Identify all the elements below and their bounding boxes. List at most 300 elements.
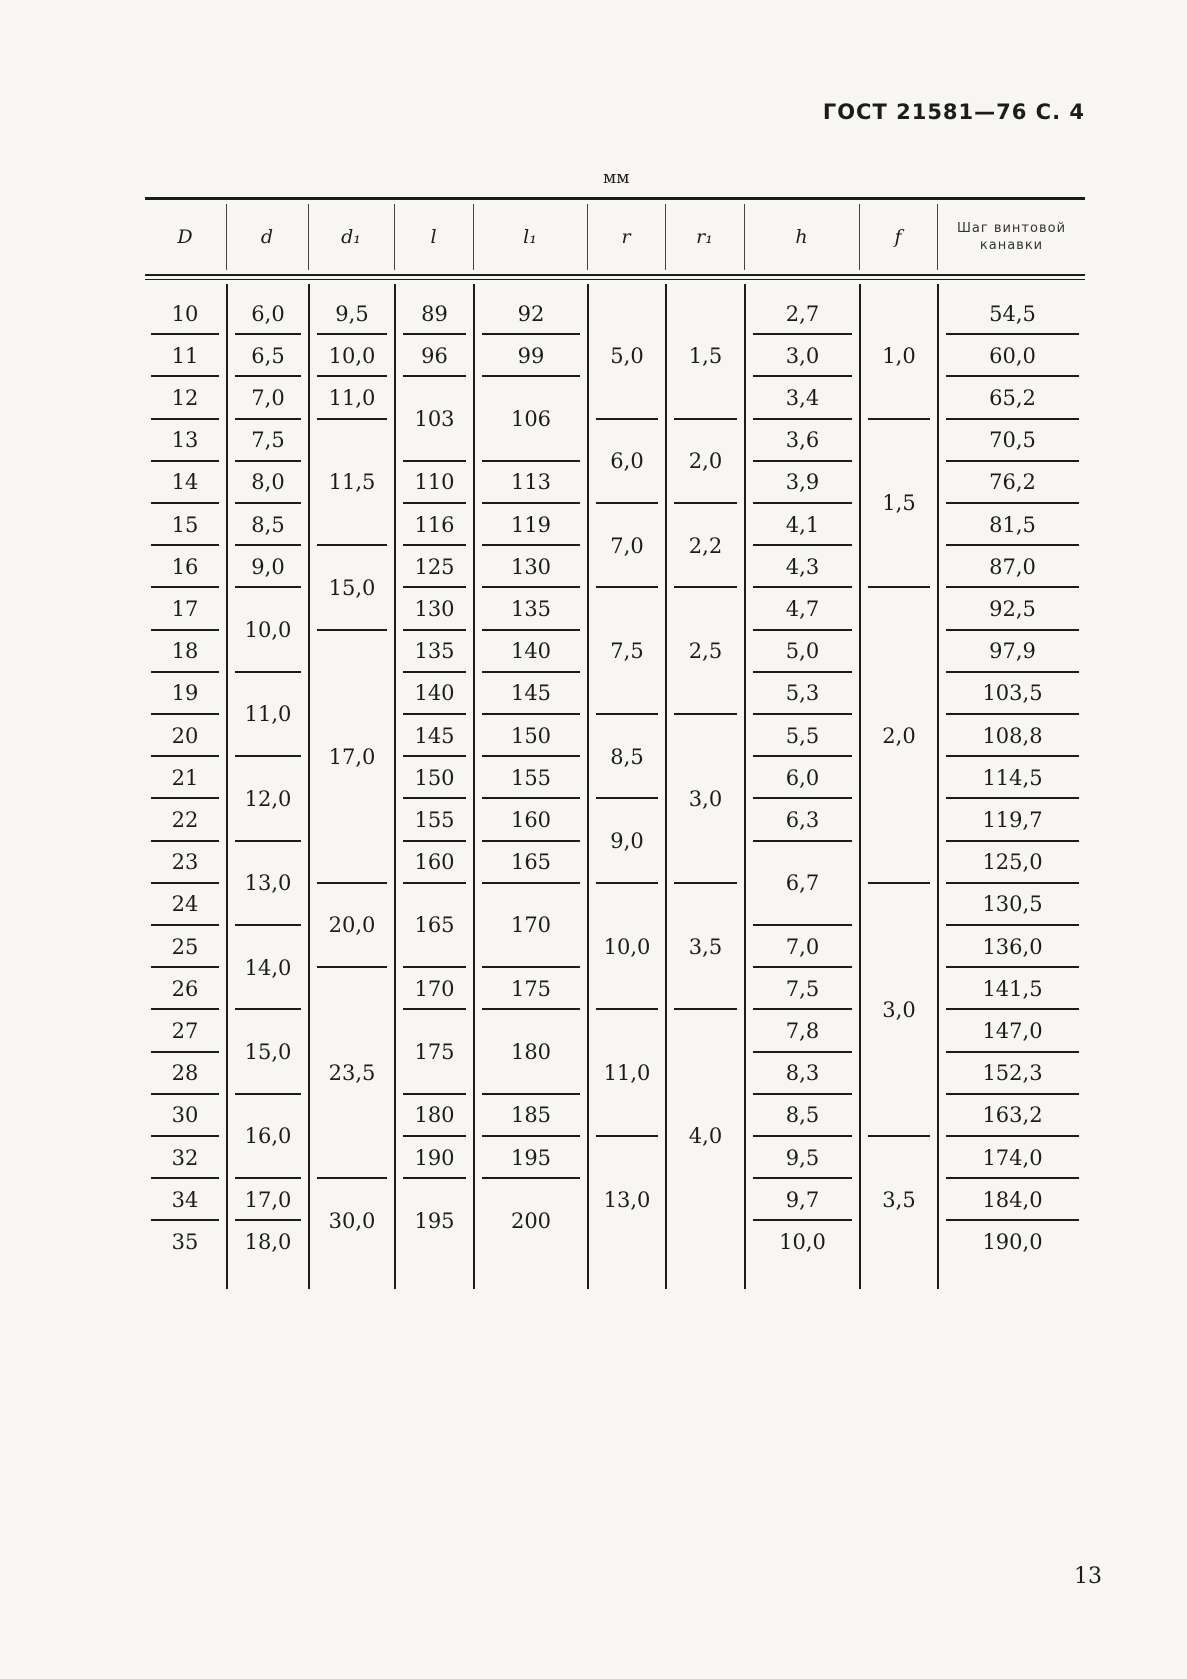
cell-r: 10,0 — [603, 934, 651, 959]
row-rule — [151, 840, 219, 842]
cell-D: 24 — [171, 892, 199, 917]
unit-label: мм — [603, 168, 630, 188]
row-rule — [403, 1177, 466, 1179]
cell-h: 6,0 — [785, 765, 820, 790]
cell-l1: 92 — [517, 301, 545, 326]
row-rule — [946, 418, 1079, 420]
cell-D: 10 — [171, 301, 199, 326]
row-rule — [596, 586, 658, 588]
row-rule — [946, 1135, 1079, 1137]
cell-l: 165 — [414, 913, 455, 938]
row-rule — [317, 418, 387, 420]
row-rule — [317, 1177, 387, 1179]
cell-D: 13 — [171, 428, 199, 453]
cell-l1: 113 — [510, 470, 552, 495]
row-rule — [753, 502, 852, 504]
cell-h: 4,1 — [785, 512, 820, 537]
cell-h: 7,8 — [785, 1018, 820, 1043]
row-rule — [753, 1051, 852, 1053]
row-rule — [151, 1093, 219, 1095]
row-rule — [235, 1219, 301, 1221]
row-rule — [482, 333, 580, 335]
row-rule — [753, 1008, 852, 1010]
row-rule — [753, 840, 852, 842]
column-divider — [859, 284, 861, 1289]
cell-d: 14,0 — [244, 955, 292, 980]
cell-D: 25 — [171, 934, 199, 959]
cell-d: 8,5 — [251, 512, 285, 537]
row-rule — [674, 1008, 737, 1010]
row-rule — [946, 586, 1079, 588]
cell-step: 125,0 — [982, 850, 1043, 875]
row-rule — [482, 671, 580, 673]
row-rule — [482, 544, 580, 546]
row-rule — [235, 1177, 301, 1179]
cell-h: 3,0 — [785, 343, 820, 368]
cell-f: 1,5 — [882, 491, 916, 516]
cell-step: 147,0 — [982, 1018, 1043, 1043]
cell-h: 2,7 — [785, 301, 820, 326]
col-header-l: l — [430, 226, 437, 248]
col-header-r: r — [621, 226, 631, 248]
cell-r: 7,0 — [610, 533, 644, 558]
row-rule — [317, 333, 387, 335]
row-rule — [235, 1008, 301, 1010]
cell-D: 23 — [171, 850, 199, 875]
cell-h: 5,3 — [785, 681, 820, 706]
row-rule — [403, 1135, 466, 1137]
cell-r1: 2,5 — [688, 639, 723, 664]
cell-h: 3,6 — [785, 428, 820, 453]
cell-D: 26 — [171, 976, 199, 1001]
row-rule — [868, 1135, 930, 1137]
row-rule — [482, 502, 580, 504]
row-rule — [235, 375, 301, 377]
column-divider — [587, 284, 589, 1289]
top-rule — [145, 197, 1085, 200]
row-rule — [403, 460, 466, 462]
row-rule — [753, 966, 852, 968]
row-rule — [151, 966, 219, 968]
cell-l: 145 — [414, 723, 455, 748]
header-rule-1 — [145, 274, 1085, 276]
row-rule — [151, 1008, 219, 1010]
header-separator — [744, 204, 745, 270]
row-rule — [482, 797, 580, 799]
row-rule — [235, 544, 301, 546]
cell-f: 3,0 — [882, 997, 916, 1022]
row-rule — [753, 1219, 852, 1221]
cell-h: 8,5 — [785, 1103, 820, 1128]
cell-step: 97,9 — [989, 639, 1036, 664]
cell-r: 5,0 — [610, 343, 644, 368]
cell-h: 4,3 — [785, 554, 820, 579]
row-rule — [151, 586, 219, 588]
row-rule — [403, 544, 466, 546]
cell-l1: 170 — [510, 913, 552, 938]
cell-l1: 165 — [510, 850, 552, 875]
row-rule — [482, 1177, 580, 1179]
cell-l1: 195 — [510, 1145, 552, 1170]
cell-l: 160 — [414, 850, 455, 875]
col-header-d: d — [260, 226, 274, 248]
header-separator — [937, 204, 938, 270]
cell-l1: 106 — [510, 407, 552, 432]
header-rule-2 — [145, 279, 1085, 280]
column-divider — [744, 284, 746, 1289]
cell-step: 92,5 — [989, 596, 1036, 621]
cell-r: 8,5 — [610, 744, 644, 769]
row-rule — [482, 460, 580, 462]
cell-r1: 2,0 — [688, 449, 723, 474]
cell-D: 16 — [171, 554, 199, 579]
row-rule — [946, 840, 1079, 842]
row-rule — [235, 755, 301, 757]
cell-d1: 30,0 — [328, 1208, 376, 1233]
cell-step: 152,3 — [982, 1061, 1043, 1086]
cell-h: 5,5 — [785, 723, 820, 748]
column-divider — [308, 284, 310, 1289]
row-rule — [151, 502, 219, 504]
row-rule — [753, 1135, 852, 1137]
cell-l1: 155 — [510, 765, 552, 790]
row-rule — [403, 1093, 466, 1095]
row-rule — [482, 713, 580, 715]
cell-l1: 180 — [510, 1040, 552, 1065]
cell-l: 190 — [414, 1145, 455, 1170]
cell-d1: 11,5 — [328, 470, 376, 495]
cell-step: 103,5 — [982, 681, 1043, 706]
row-rule — [946, 924, 1079, 926]
cell-r: 13,0 — [603, 1187, 651, 1212]
cell-step: 190,0 — [982, 1229, 1043, 1254]
cell-f: 1,0 — [882, 343, 916, 368]
header-separator — [473, 204, 474, 270]
cell-r1: 1,5 — [688, 343, 723, 368]
row-rule — [235, 924, 301, 926]
row-rule — [151, 418, 219, 420]
cell-h: 9,5 — [785, 1145, 820, 1170]
row-rule — [151, 1177, 219, 1179]
cell-h: 8,3 — [785, 1061, 820, 1086]
row-rule — [151, 924, 219, 926]
row-rule — [946, 1177, 1079, 1179]
row-rule — [753, 755, 852, 757]
cell-l: 150 — [414, 765, 455, 790]
cell-l: 195 — [414, 1208, 455, 1233]
row-rule — [403, 502, 466, 504]
row-rule — [151, 755, 219, 757]
row-rule — [235, 840, 301, 842]
cell-d1: 10,0 — [328, 343, 376, 368]
row-rule — [946, 1093, 1079, 1095]
row-rule — [753, 797, 852, 799]
cell-h: 7,0 — [785, 934, 820, 959]
cell-d1: 17,0 — [328, 744, 376, 769]
cell-r: 6,0 — [610, 449, 644, 474]
row-rule — [482, 1008, 580, 1010]
row-rule — [753, 924, 852, 926]
cell-d: 13,0 — [244, 871, 292, 896]
row-rule — [946, 502, 1079, 504]
cell-step: 136,0 — [982, 934, 1043, 959]
cell-l: 110 — [414, 470, 455, 495]
row-rule — [674, 586, 737, 588]
cell-d: 6,5 — [251, 343, 285, 368]
row-rule — [753, 375, 852, 377]
cell-r1: 3,0 — [688, 786, 723, 811]
row-rule — [317, 629, 387, 631]
row-rule — [151, 1135, 219, 1137]
cell-l: 140 — [414, 681, 455, 706]
cell-l1: 150 — [510, 723, 552, 748]
row-rule — [753, 1093, 852, 1095]
cell-l: 116 — [414, 512, 455, 537]
row-rule — [946, 544, 1079, 546]
cell-l: 125 — [414, 554, 455, 579]
row-rule — [482, 882, 580, 884]
row-rule — [235, 418, 301, 420]
row-rule — [403, 333, 466, 335]
row-rule — [403, 375, 466, 377]
cell-h: 3,9 — [785, 470, 820, 495]
row-rule — [868, 882, 930, 884]
row-rule — [946, 629, 1079, 631]
row-rule — [753, 671, 852, 673]
row-rule — [317, 966, 387, 968]
cell-step: 108,8 — [982, 723, 1043, 748]
col-header-D: D — [177, 226, 193, 248]
cell-D: 35 — [171, 1229, 199, 1254]
cell-d1: 20,0 — [328, 913, 376, 938]
page-number: 13 — [1074, 1564, 1102, 1589]
row-rule — [596, 418, 658, 420]
row-rule — [482, 966, 580, 968]
cell-l1: 119 — [510, 512, 552, 537]
row-rule — [753, 460, 852, 462]
row-rule — [753, 544, 852, 546]
row-rule — [482, 1135, 580, 1137]
cell-l: 155 — [414, 807, 455, 832]
cell-r: 7,5 — [610, 639, 644, 664]
cell-d: 10,0 — [244, 618, 292, 643]
cell-step: 114,5 — [982, 765, 1043, 790]
cell-d: 11,0 — [244, 702, 292, 727]
row-rule — [151, 713, 219, 715]
row-rule — [868, 586, 930, 588]
cell-D: 28 — [171, 1061, 199, 1086]
row-rule — [674, 502, 737, 504]
row-rule — [674, 713, 737, 715]
row-rule — [151, 460, 219, 462]
row-rule — [753, 713, 852, 715]
row-rule — [596, 1135, 658, 1137]
row-rule — [596, 797, 658, 799]
row-rule — [151, 629, 219, 631]
row-rule — [946, 882, 1079, 884]
col-header-r1: r₁ — [696, 226, 713, 248]
cell-d1: 9,5 — [335, 301, 369, 326]
row-rule — [596, 882, 658, 884]
row-rule — [482, 586, 580, 588]
row-rule — [403, 586, 466, 588]
row-rule — [753, 418, 852, 420]
row-rule — [403, 671, 466, 673]
cell-step: 70,5 — [989, 428, 1036, 453]
row-rule — [946, 1219, 1079, 1221]
row-rule — [403, 713, 466, 715]
cell-l: 89 — [421, 301, 448, 326]
cell-D: 17 — [171, 596, 199, 621]
cell-D: 34 — [171, 1187, 199, 1212]
row-rule — [753, 629, 852, 631]
row-rule — [403, 966, 466, 968]
cell-r1: 2,2 — [688, 533, 723, 558]
row-rule — [151, 1219, 219, 1221]
row-rule — [317, 544, 387, 546]
column-divider — [226, 284, 228, 1289]
cell-D: 11 — [171, 343, 199, 368]
row-rule — [946, 713, 1079, 715]
cell-l1: 185 — [510, 1103, 552, 1128]
row-rule — [235, 1093, 301, 1095]
cell-D: 21 — [171, 765, 199, 790]
cell-d: 7,5 — [251, 428, 285, 453]
col-header-f: f — [894, 226, 902, 248]
cell-D: 19 — [171, 681, 199, 706]
cell-h: 10,0 — [779, 1229, 826, 1254]
header-separator — [394, 204, 395, 270]
cell-D: 12 — [171, 385, 199, 410]
cell-l: 170 — [414, 976, 455, 1001]
header-separator — [665, 204, 666, 270]
cell-r1: 3,5 — [688, 934, 723, 959]
cell-l1: 99 — [517, 343, 545, 368]
cell-l: 96 — [421, 343, 448, 368]
row-rule — [482, 840, 580, 842]
cell-step: 174,0 — [982, 1145, 1043, 1170]
cell-r: 11,0 — [603, 1061, 651, 1086]
cell-d: 12,0 — [244, 786, 292, 811]
cell-h: 9,7 — [785, 1187, 820, 1212]
header-separator — [308, 204, 309, 270]
cell-l: 175 — [414, 1040, 455, 1065]
column-divider — [394, 284, 396, 1289]
row-rule — [151, 671, 219, 673]
cell-d1: 11,0 — [328, 385, 376, 410]
cell-l1: 135 — [510, 596, 552, 621]
row-rule — [674, 418, 737, 420]
row-rule — [482, 629, 580, 631]
row-rule — [753, 1177, 852, 1179]
cell-d: 9,0 — [251, 554, 285, 579]
row-rule — [403, 840, 466, 842]
row-rule — [151, 333, 219, 335]
cell-D: 15 — [171, 512, 199, 537]
cell-h: 5,0 — [785, 639, 820, 664]
cell-D: 18 — [171, 639, 199, 664]
cell-D: 27 — [171, 1018, 199, 1043]
row-rule — [753, 333, 852, 335]
row-rule — [403, 797, 466, 799]
cell-step: 119,7 — [982, 807, 1043, 832]
row-rule — [946, 755, 1079, 757]
row-rule — [946, 460, 1079, 462]
row-rule — [403, 1008, 466, 1010]
cell-D: 32 — [171, 1145, 199, 1170]
cell-d: 18,0 — [244, 1229, 292, 1254]
cell-D: 20 — [171, 723, 199, 748]
row-rule — [674, 882, 737, 884]
cell-h: 6,7 — [785, 871, 820, 896]
col-header-l1: l₁ — [523, 226, 537, 248]
row-rule — [946, 671, 1079, 673]
cell-step: 76,2 — [989, 470, 1036, 495]
cell-l: 135 — [414, 639, 455, 664]
cell-d: 16,0 — [244, 1124, 292, 1149]
row-rule — [482, 1093, 580, 1095]
row-rule — [151, 797, 219, 799]
row-rule — [235, 333, 301, 335]
cell-l1: 200 — [510, 1208, 552, 1233]
document-header: ГОСТ 21581—76 С. 4 — [822, 100, 1085, 124]
cell-d1: 23,5 — [328, 1061, 376, 1086]
row-rule — [482, 755, 580, 757]
cell-step: 81,5 — [989, 512, 1036, 537]
cell-d: 8,0 — [251, 470, 285, 495]
cell-d: 15,0 — [244, 1040, 292, 1065]
row-rule — [235, 586, 301, 588]
cell-h: 3,4 — [785, 385, 820, 410]
row-rule — [946, 1008, 1079, 1010]
row-rule — [596, 713, 658, 715]
cell-step: 54,5 — [989, 301, 1036, 326]
cell-l1: 145 — [510, 681, 552, 706]
row-rule — [946, 333, 1079, 335]
header-separator — [859, 204, 860, 270]
col-header-d1: d₁ — [341, 226, 361, 248]
cell-D: 30 — [171, 1103, 199, 1128]
cell-d: 7,0 — [251, 385, 285, 410]
cell-h: 7,5 — [785, 976, 820, 1001]
row-rule — [151, 1051, 219, 1053]
cell-step: 141,5 — [982, 976, 1043, 1001]
cell-step: 184,0 — [982, 1187, 1043, 1212]
cell-D: 22 — [171, 807, 199, 832]
row-rule — [946, 966, 1079, 968]
cell-l: 130 — [414, 596, 455, 621]
cell-l1: 140 — [510, 639, 552, 664]
cell-l: 180 — [414, 1103, 455, 1128]
row-rule — [868, 418, 930, 420]
row-rule — [403, 629, 466, 631]
column-divider — [937, 284, 939, 1289]
row-rule — [403, 882, 466, 884]
row-rule — [235, 502, 301, 504]
cell-step: 60,0 — [989, 343, 1036, 368]
cell-l1: 160 — [510, 807, 552, 832]
cell-f: 2,0 — [882, 723, 916, 748]
cell-d1: 15,0 — [328, 575, 376, 600]
header-separator — [226, 204, 227, 270]
column-divider — [665, 284, 667, 1289]
row-rule — [482, 375, 580, 377]
row-rule — [946, 797, 1079, 799]
cell-l1: 130 — [510, 554, 552, 579]
cell-step: 65,2 — [989, 385, 1036, 410]
cell-h: 4,7 — [785, 596, 820, 621]
cell-r1: 4,0 — [688, 1124, 723, 1149]
